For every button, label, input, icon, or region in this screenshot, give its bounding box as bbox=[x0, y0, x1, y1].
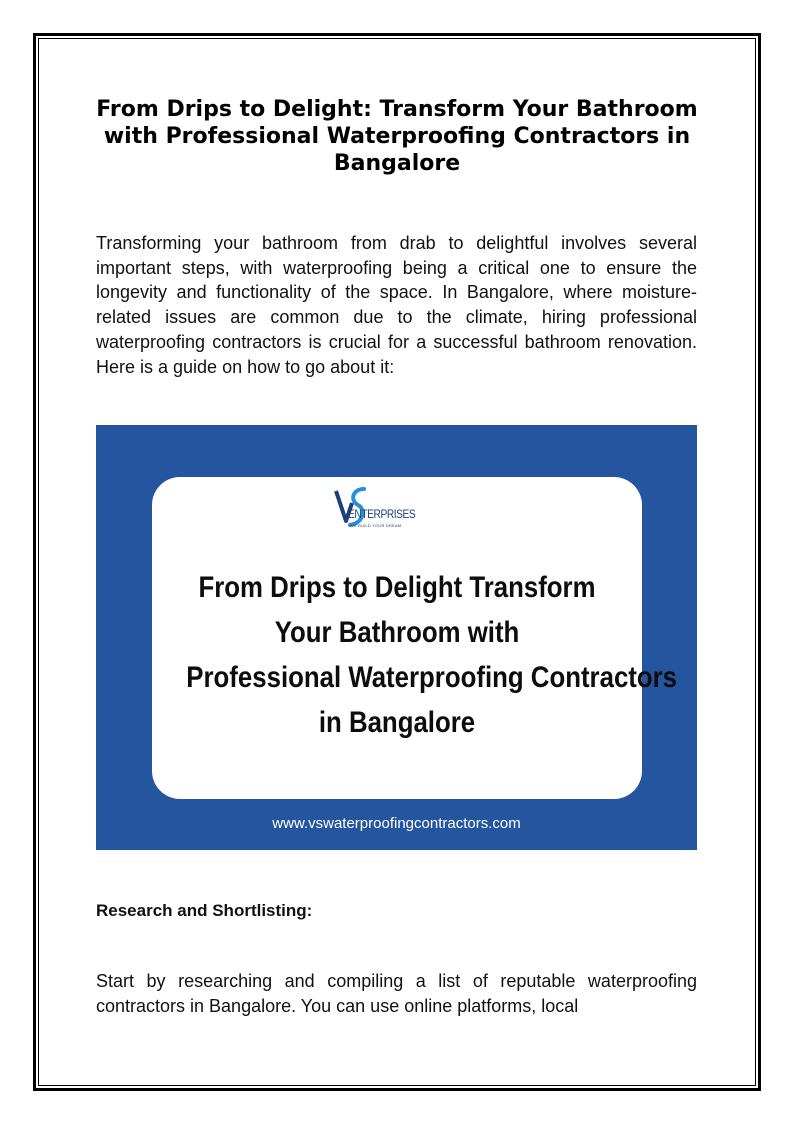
document-title: From Drips to Delight: Transform Your Bathroom with Professional Waterproofing Contractors in Bangalore bbox=[96, 97, 698, 176]
section-paragraph: Start by researching and compiling a list of reputable waterproofing contractors in Bangalore. You can use online platforms, local bbox=[96, 971, 697, 1016]
banner-title-line: From Drips to Delight Transform bbox=[198, 571, 596, 604]
banner-title-line: Professional Waterproofing Contractors bbox=[186, 661, 678, 694]
banner-card bbox=[152, 477, 678, 799]
section-heading: Research and Shortlisting: bbox=[96, 901, 313, 920]
logo-tagline: WE BUILD YOUR DREAM bbox=[350, 523, 402, 528]
promo-banner-image bbox=[96, 425, 697, 850]
banner-title-line: in Bangalore bbox=[318, 706, 476, 739]
banner-title-line: Your Bathroom with bbox=[274, 616, 520, 649]
banner-website-url: www.vswaterproofingcontractors.com bbox=[272, 815, 521, 832]
company-logo bbox=[334, 485, 444, 533]
intro-paragraph: Transforming your bathroom from drab to delightful involves several important steps, with waterproofing being a critical one to ensure the longevity and functionality of the space. In Bangalore, where moisture-related issues are common due to the climate, hiring professional waterproofing contractors is crucial for a successful bathroom renovation. Here is a guide on how to go about it: bbox=[96, 233, 697, 377]
logo-name: ENTERPRISES bbox=[348, 507, 416, 521]
banner-title bbox=[186, 565, 678, 745]
